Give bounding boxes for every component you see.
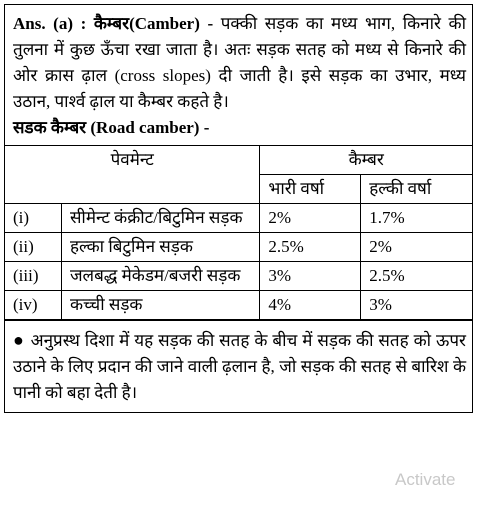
- row-heavy: 3%: [260, 262, 361, 291]
- row-sno: (iv): [5, 291, 61, 320]
- bullet-icon: ●: [13, 330, 25, 350]
- activate-watermark: Activate: [395, 470, 456, 489]
- header-pavement: पेवमेन्ट: [5, 146, 260, 204]
- row-sno: (iii): [5, 262, 61, 291]
- row-pavement: सीमेन्ट कंक्रीट/बिटुमिन सड़क: [61, 204, 259, 233]
- row-pavement: जलबद्ध मेकेडम/बजरी सड़क: [61, 262, 259, 291]
- row-heavy: 2.5%: [260, 233, 361, 262]
- answer-label: Ans. (a) :: [13, 14, 87, 33]
- answer-box: [4, 4, 473, 413]
- row-heavy: 4%: [260, 291, 361, 320]
- row-sno: (i): [5, 204, 61, 233]
- row-light: 3%: [361, 291, 472, 320]
- table-row: [5, 233, 472, 262]
- row-pavement: हल्का बिटुमिन सड़क: [61, 233, 259, 262]
- road-camber-heading: सडक कैम्बर (Road camber) -: [13, 118, 210, 137]
- row-light: 1.7%: [361, 204, 472, 233]
- row-pavement: कच्ची सड़क: [61, 291, 259, 320]
- row-sno: (ii): [5, 233, 61, 262]
- note-text: अनुप्रस्थ दिशा में यह सड़क की सतह के बीच में सड़क की सतह को ऊपर उठाने के लिए प्रदान की जाने वाली ढ़लान है, जो सड़क की सतह से बारिश के पानी को बहा देती है।: [13, 331, 466, 402]
- camber-table: [5, 146, 472, 320]
- answer-paragraph: [5, 5, 472, 146]
- table-row: [5, 291, 472, 320]
- header-light-rain: हल्की वर्षा: [361, 175, 472, 204]
- table-row: [5, 204, 472, 233]
- row-heavy: 2%: [260, 204, 361, 233]
- row-light: 2.5%: [361, 262, 472, 291]
- table-row: [5, 262, 472, 291]
- row-light: 2%: [361, 233, 472, 262]
- answer-text: पक्की सड़क का मध्य भाग, किनारे की तुलना में कुछ ऊँचा रखा जाता है। अतः सड़क सतह को मध्य से किनारे की ओर क्रास ढ़ाल (cross slopes) दी जाती है। इसे सड़क का उभार, मध्य उठान, पार्श्व ढ़ाल या कैम्बर कहते है।: [13, 14, 467, 111]
- table-header-row: [5, 146, 472, 175]
- header-camber: कैम्बर: [260, 146, 472, 175]
- note-paragraph: [5, 320, 472, 412]
- header-heavy-rain: भारी वर्षा: [260, 175, 361, 204]
- answer-term: कैम्बर(Camber) -: [93, 14, 214, 33]
